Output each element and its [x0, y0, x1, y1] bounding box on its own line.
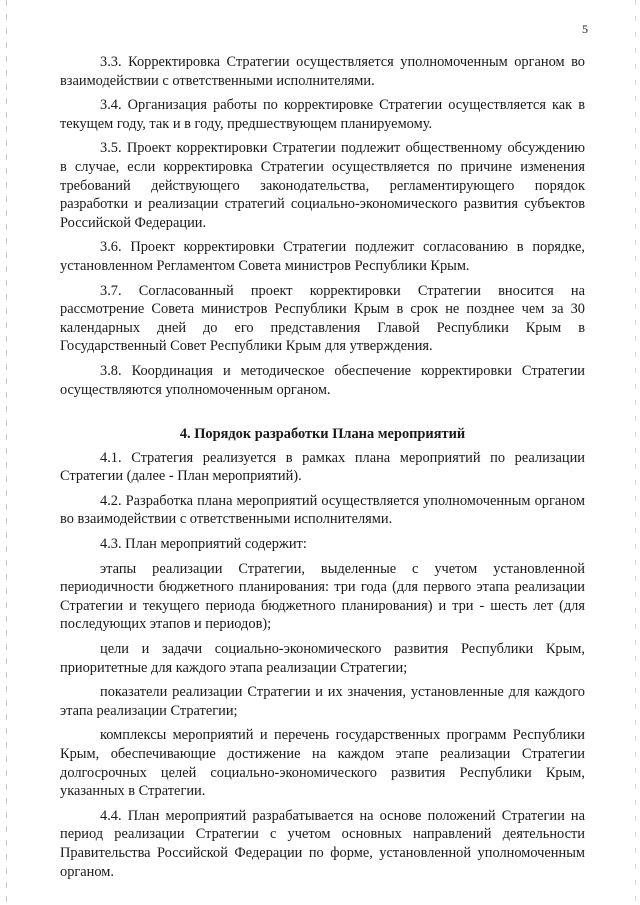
paragraph-4-3: 4.3. План мероприятий содержит: — [100, 536, 307, 553]
paragraph-3-7: 3.7. Согласованный проект корректировки Стратегии вносится на рассмотрение Совета министров Республики Крым в срок не позднее чем за 30 календарных дней до его представления Главой Республики Крым в Государственный Совет Республики Крым для утверждения. — [60, 282, 585, 355]
list-item-indicators: показатели реализации Стратегии и их значения, установленные для каждого этапа реализации Стратегии; — [60, 684, 585, 719]
paragraph-4-1: 4.1. Стратегия реализуется в рамках плана мероприятий по реализации Стратегии (далее - План мероприятий). — [60, 449, 585, 485]
section-4-heading: 4. Порядок разработки Плана мероприятий — [179, 426, 466, 443]
scan-edge-left — [6, 0, 7, 905]
paragraph-3-8: 3.8. Координация и методическое обеспечение корректировки Стратегии осуществляются уполномоченным органом. — [60, 362, 585, 398]
page-number: 5 — [582, 22, 588, 36]
list-item-measures: комплексы мероприятий и перечень государственных программ Республики Крым, обеспечивающие достижение на каждом этапе реализации Стратегии долгосрочных целей социально-экономического развития Республики Крым, указанных в Стратегии. — [60, 727, 585, 800]
document-body — [60, 53, 585, 887]
paragraph-3-4: 3.4. Организация работы по корректировке Стратегии осуществляется как в текущем году, так и в году, предшествующем планируемому. — [60, 97, 585, 132]
scan-edge-right — [635, 0, 636, 905]
paragraph-3-3: 3.3. Корректировка Стратегии осуществляется уполномоченным органом во взаимодействии с ответственными исполнителями. — [60, 54, 585, 89]
paragraph-4-4: 4.4. План мероприятий разрабатывается на основе положений Стратегии на период реализации Стратегии с учетом основных направлений деятельности Правительства Российской Федерации по форме, установленной уполномоченным органом. — [60, 807, 585, 880]
paragraph-3-6: 3.6. Проект корректировки Стратегии подлежит согласованию в порядке, установленном Регламентом Совета министров Республики Крым. — [60, 239, 585, 274]
paragraph-4-2: 4.2. Разработка плана мероприятий осуществляется уполномоченным органом во взаимодействии с ответственными исполнителями. — [60, 492, 585, 528]
paragraph-3-5: 3.5. Проект корректировки Стратегии подлежит общественному обсуждению в случае, если корректировка Стратегии осуществляется по причине изменения требований действующего законодательства, регламентирующего порядок разработки и реализации стратегий социально-экономического развития субъектов Российской Федерации. — [60, 140, 585, 231]
list-item-stages: этапы реализации Стратегии, выделенные с учетом установленной периодичности бюджетного планирования: три года (для первого этапа реализации Стратегии и текущего периода бюджетного планирования) и три - шесть лет (для последующих этапов и периодов); — [60, 560, 585, 633]
list-item-goals: цели и задачи социально-экономического развития Республики Крым, приоритетные для каждого этапа реализации Стратегии; — [60, 641, 585, 676]
